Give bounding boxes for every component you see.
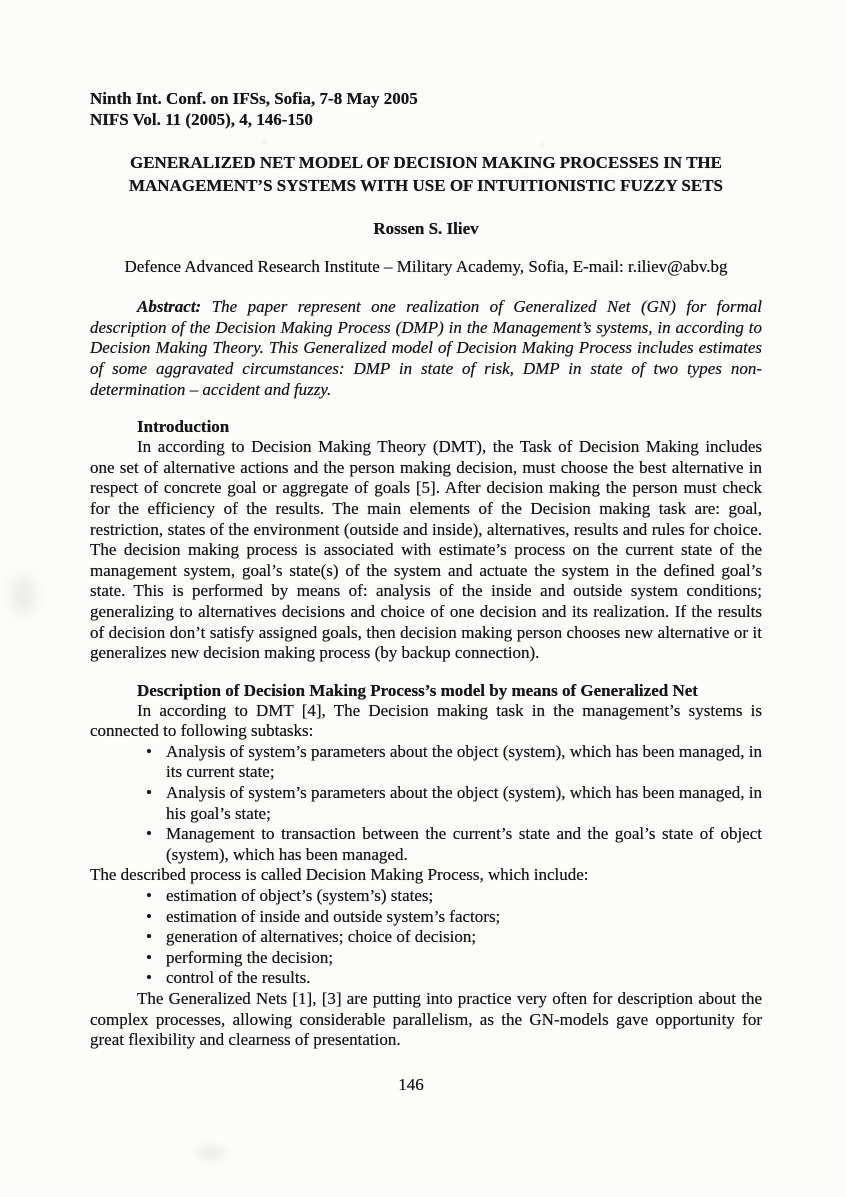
bullet-item: • Analysis of system’s parameters about the object (system), which has been managed, in its current state; (166, 742, 762, 783)
abstract-text: The paper represent one realization of Generalized Net (GN) for formal description of the Decision Making Process (DMP) in the Management’s systems, in according to Decision Making Theory. This Generalized model of Decision Making Process includes estimates of some aggravated circumstances: DMP in state of risk, DMP in state of two types non-determination – accident and fuzzy. (90, 297, 763, 399)
scan-artifact (196, 1146, 226, 1160)
paper-title-line1: GENERALIZED NET MODEL OF DECISION MAKING PROCESSES IN THE (130, 153, 722, 172)
bullet-item: • Analysis of system’s parameters about the object (system), which has been managed, in his goal’s state; (166, 783, 762, 824)
page-number: 146 (398, 1075, 424, 1094)
volume-line: NIFS Vol. 11 (2005), 4, 146-150 (90, 110, 313, 129)
description-intro-paragraph: In according to DMT [4], The Decision making task in the management’s systems is connected to following subtasks: (90, 700, 762, 741)
subtasks-list (90, 742, 762, 866)
abstract-paragraph (90, 297, 762, 400)
process-steps-list (90, 886, 762, 989)
scan-artifact (540, 143, 544, 147)
section-heading-introduction: Introduction (137, 417, 230, 437)
paper-title (100, 152, 752, 197)
bullet-item: • Management to transaction between the current’s state and the goal’s state of object (system), which has been managed. (166, 824, 762, 865)
conference-header (90, 88, 762, 130)
process-intro-paragraph: The described process is called Decision Making Process, which include: (90, 865, 589, 885)
paper-title-line2: MANAGEMENT’S SYSTEMS WITH USE OF INTUITIONISTIC FUZZY SETS (128, 175, 724, 195)
section-heading-description: Description of Decision Making Process’s model by means of Generalized Net (137, 680, 698, 700)
bullet-item: • estimation of object’s (system’s) states; (166, 886, 762, 907)
scan-artifact (10, 575, 36, 615)
scan-artifact (262, 140, 267, 144)
author-affiliation: Defence Advanced Research Institute – Military Academy, Sofia, E-mail: r.iliev@abv.bg (124, 256, 728, 276)
bullet-item: • control of the results. (166, 968, 762, 989)
closing-paragraph: The Generalized Nets [1], [3] are putting into practice very often for description about the complex processes, allowing considerable parallelism, as the GN-models gave opportunity for great flexibility and clearness of presentation. (90, 989, 762, 1050)
abstract-label: Abstract: (137, 297, 202, 317)
conference-line: Ninth Int. Conf. on IFSs, Sofia, 7-8 May 2005 (90, 89, 418, 108)
introduction-paragraph: In according to Decision Making Theory (DMT), the Task of Decision Making includes one set of alternative actions and the person making decision, must choose the best alternative in respect of concrete goal or aggregate of goals [5]. After decision making the person must check for the efficiency of the results. The main elements of the Decision making task are: goal, restriction, states of the environment (outside and inside), alternatives, results and rules for choice. The decision making process is associated with estimate’s process on the current state of the management system, goal’s state(s) of the system and actuate the system in the defined goal’s state. This is performed by means of: analysis of the inside and outside system conditions; generalizing to alternatives decisions and choice of one decision and its realization. If the results of decision don’t satisfy assigned goals, then decision making person chooses new alternative or it generalizes new decision making process (by backup connection). (90, 437, 762, 663)
bullet-item: • generation of alternatives; choice of decision; (166, 927, 762, 948)
bullet-item: • performing the decision; (166, 948, 762, 969)
bullet-item: • estimation of inside and outside system’s factors; (166, 907, 762, 928)
author-name: Rossen S. Iliev (373, 219, 479, 238)
